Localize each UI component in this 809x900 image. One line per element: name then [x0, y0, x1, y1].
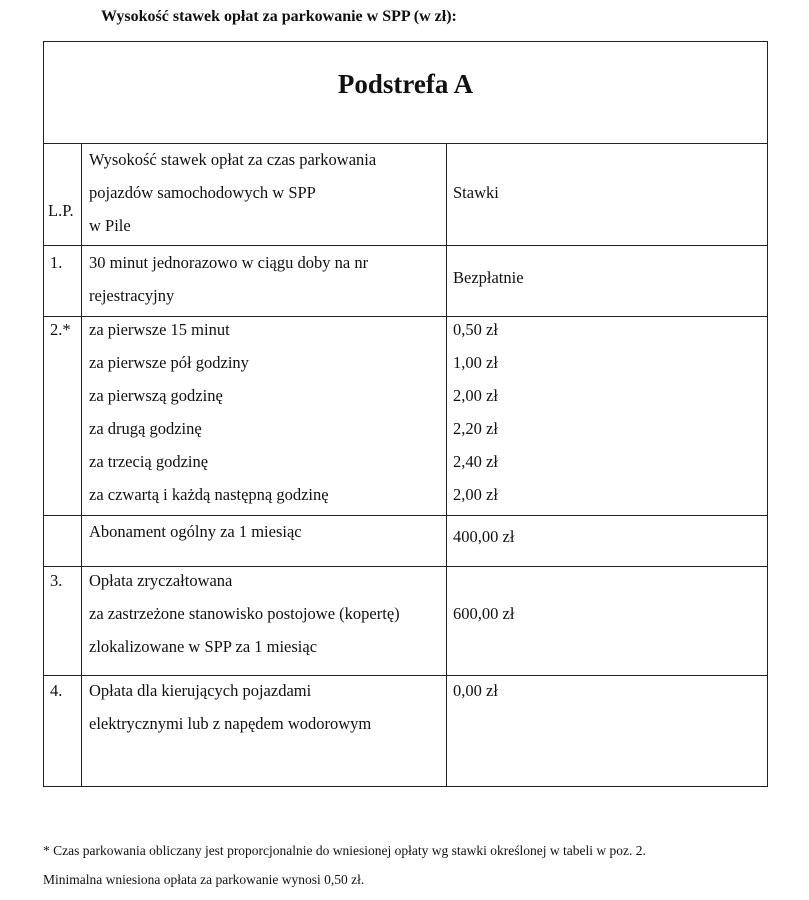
rate-line: 0,50 zł — [453, 320, 498, 339]
desc-line: za trzecią godzinę — [89, 452, 209, 471]
rate-line: 2,20 zł — [453, 419, 498, 438]
subscription-desc: Abonament ogólny za 1 miesiąc — [89, 522, 302, 541]
row-4-lp: 4. — [50, 681, 63, 700]
page-heading: Wysokość stawek opłat za parkowanie w SPP (w zł): — [101, 8, 457, 25]
desc-line: za zastrzeżone stanowisko postojowe (kopertę) — [89, 604, 400, 623]
desc-line: za pierwsze 15 minut — [89, 320, 230, 339]
rate-table — [43, 41, 768, 787]
subtable-title: Podstrefa A — [337, 69, 474, 99]
subscription-rate: 400,00 zł — [453, 527, 515, 546]
header-desc-line: pojazdów samochodowych w SPP — [89, 183, 316, 202]
desc-line: za drugą godzinę — [89, 419, 202, 438]
rule-col-lp — [81, 143, 82, 786]
header-rate: Stawki — [453, 183, 499, 202]
footnote-line-1: * Czas parkowania obliczany jest proporcjonalnie do wniesionej opłaty wg stawki określonej w tabeli w poz. 2. — [43, 843, 646, 858]
row-2-lp: 2.* — [50, 320, 71, 339]
header-desc — [89, 143, 376, 242]
header-lp: L.P. — [48, 201, 74, 220]
header-desc-line: w Pile — [89, 216, 131, 235]
desc-line: zlokalizowane w SPP za 1 miesiąc — [89, 637, 318, 656]
desc-line: 30 minut jednorazowo w ciągu doby na nr — [89, 253, 369, 272]
desc-line: za czwartą i każdą następną godzinę — [89, 485, 329, 504]
row-2-desc — [89, 313, 329, 511]
row-2-rates — [453, 313, 498, 511]
row-1-lp: 1. — [50, 253, 63, 272]
row-4-rate: 0,00 zł — [453, 681, 498, 700]
row-4-desc — [89, 674, 371, 740]
row-1-desc — [89, 246, 368, 312]
rate-line: 2,40 zł — [453, 452, 498, 471]
rate-line: 2,00 zł — [453, 386, 498, 405]
footnote-line-2: Minimalna wniesiona opłata za parkowanie wynosi 0,50 zł. — [43, 872, 365, 887]
desc-line: za pierwszą godzinę — [89, 386, 223, 405]
row-1-rate: Bezpłatnie — [453, 268, 524, 287]
desc-line: rejestracyjny — [89, 286, 175, 305]
rate-line: 1,00 zł — [453, 353, 498, 372]
desc-line: elektrycznymi lub z napędem wodorowym — [89, 714, 372, 733]
rule-col-rate — [446, 143, 447, 786]
desc-line: Opłata zryczałtowana — [89, 571, 233, 590]
row-3-desc — [89, 564, 400, 663]
rate-line: 2,00 zł — [453, 485, 498, 504]
desc-line: za pierwsze pół godziny — [89, 353, 249, 372]
row-3-lp: 3. — [50, 571, 63, 590]
desc-line: Opłata dla kierujących pojazdami — [89, 681, 312, 700]
row-3-rate: 600,00 zł — [453, 604, 515, 623]
header-desc-line: Wysokość stawek opłat za czas parkowania — [89, 150, 377, 169]
